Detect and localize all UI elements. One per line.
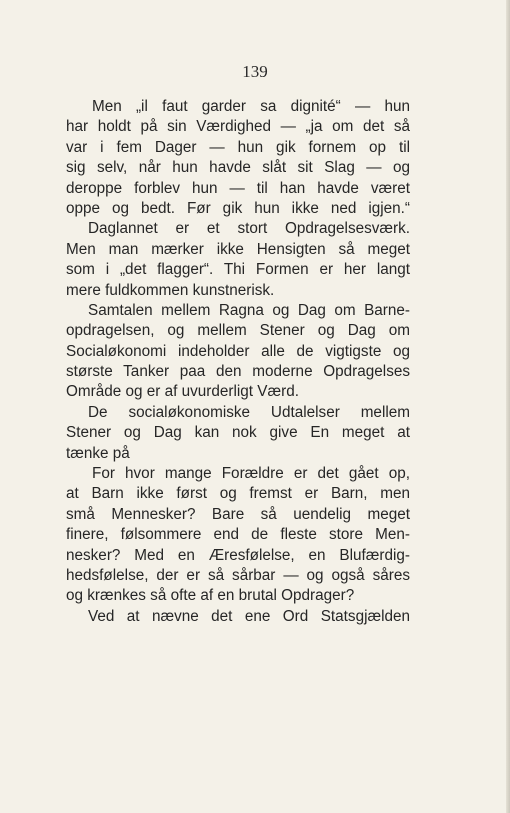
- text-line: største Tanker paa den moderne Opdragelses: [66, 363, 410, 381]
- text-line: opdragelsen, og mellem Stener og Dag om: [66, 322, 410, 340]
- text-line: at Barn ikke først og fremst er Barn, men: [66, 485, 410, 503]
- text-line: For hvor mange Forældre er det gået op,: [92, 465, 410, 483]
- text-line: Ved at nævne det ene Ord Statsgjælden: [88, 607, 410, 625]
- text-line: og krænkes så ofte af en brutal Opdrager?: [66, 587, 355, 605]
- text-line: sig selv, når hun havde slåt sit Slag — og: [66, 159, 410, 177]
- text-line: Samtalen mellem Ragna og Dag om Barne-: [88, 301, 410, 319]
- text-line: mere fuldkommen kunstnerisk.: [66, 281, 275, 299]
- text-line: De socialøkonomiske Udtalelser mellem: [88, 403, 410, 421]
- text-line: Daglannet er et stort Opdragelsesværk.: [88, 220, 410, 238]
- text-line: deroppe forblev hun — til han havde været: [66, 179, 410, 197]
- text-line: Socialøkonomi indeholder alle de vigtigste og: [66, 342, 410, 360]
- text-line: var i fem Dager — hun gik fornem op til: [66, 138, 410, 156]
- page-edge: [506, 0, 510, 813]
- text-line: har holdt på sin Værdighed — „ja om det så: [66, 118, 410, 136]
- text-line: finere, følsommere end de fleste store Men-: [66, 526, 410, 544]
- text-line: oppe og bedt. Før gik hun ikke ned igjen.“: [66, 199, 410, 217]
- text-line: som i „det flagger“. Thi Formen er her langt: [66, 261, 410, 279]
- text-line: Men „il faut garder sa dignité“ — hun: [92, 98, 410, 115]
- text-line: hedsfølelse, der er så sårbar — og også såres: [66, 566, 410, 584]
- text-line: små Mennesker? Bare så uendelig meget: [66, 505, 410, 523]
- text-line: Område og er af uvurderligt Værd.: [66, 383, 299, 401]
- text-line: nesker? Med en Æresfølelse, en Blufærdig-: [66, 546, 410, 564]
- text-line: tænke på: [66, 444, 130, 462]
- text-line: Stener og Dag kan nok give En meget at: [66, 424, 410, 442]
- text-line: Men man mærker ikke Hensigten så meget: [66, 240, 410, 258]
- body-text: [66, 97, 410, 627]
- page-number: 139: [242, 62, 268, 81]
